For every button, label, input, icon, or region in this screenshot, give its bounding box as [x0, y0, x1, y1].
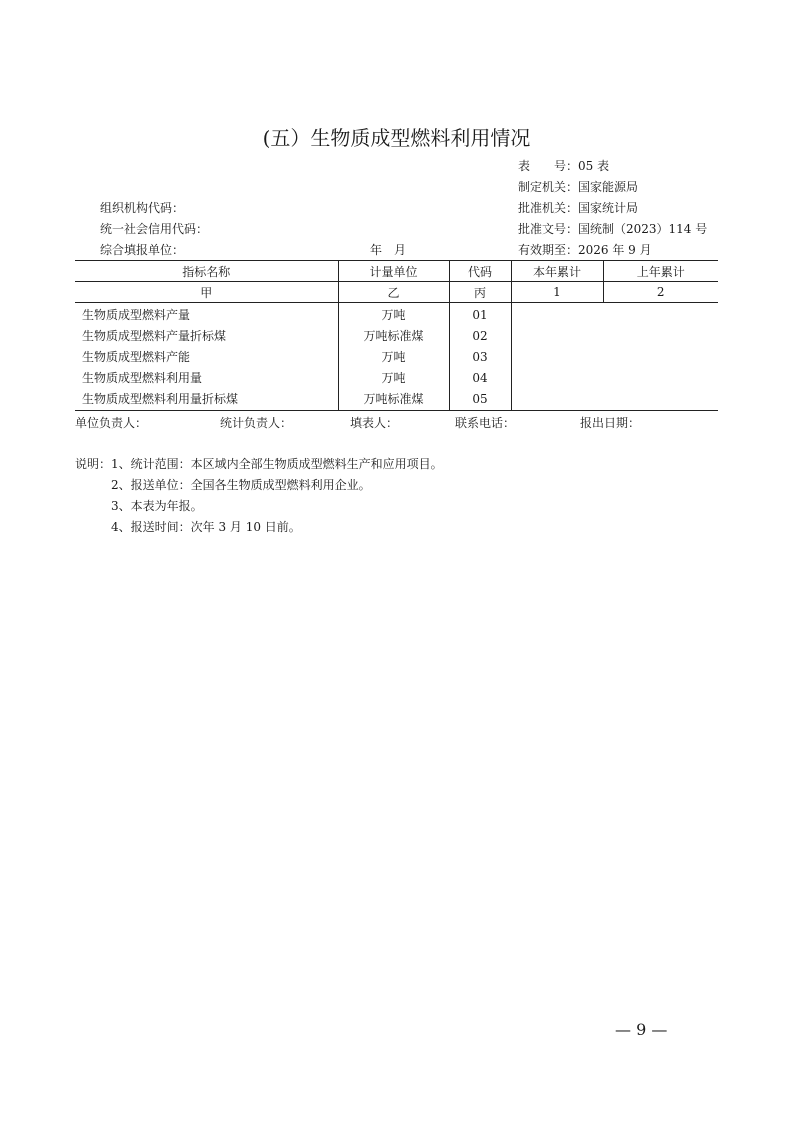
- contact-phone-label: 联系电话：: [455, 416, 516, 430]
- row-code: 04: [472, 371, 488, 385]
- row-unit: 万吨标准煤: [363, 392, 424, 406]
- subheader-bing: 丙: [449, 282, 511, 303]
- header-unit: 计量单位: [338, 261, 449, 282]
- valid-until: 有效期至：2026 年 9 月: [518, 243, 652, 257]
- row-name: 生物质成型燃料产量折标煤: [82, 329, 227, 343]
- page-number: — 9 —: [615, 1020, 668, 1039]
- row-name: 生物质成型燃料利用量: [82, 371, 203, 385]
- table-body-row: [75, 303, 718, 411]
- issuing-authority: 制定机关：国家能源局: [518, 180, 639, 194]
- subheader-jia: 甲: [75, 282, 338, 303]
- row-code: 03: [472, 350, 488, 364]
- header-code: 代码: [449, 261, 511, 282]
- table-header-row: [75, 261, 718, 282]
- row-name: 生物质成型燃料产能: [82, 350, 191, 364]
- current-year-values[interactable]: [511, 303, 603, 411]
- org-code-label: 组织机构代码：: [100, 201, 185, 215]
- row-name: 生物质成型燃料产量: [82, 308, 191, 322]
- row-unit: 万吨: [381, 350, 406, 364]
- row-unit: 万吨标准煤: [363, 329, 424, 343]
- row-code: 02: [472, 329, 488, 343]
- form-number: 表 号：05 表: [518, 159, 610, 173]
- subheader-col-1: 1: [511, 282, 603, 303]
- statistics-table: [75, 260, 718, 411]
- reporting-unit-label: 综合填报单位：: [100, 243, 185, 257]
- row-code: 05: [472, 392, 488, 406]
- header-current-year: 本年累计: [511, 261, 603, 282]
- subheader-col-2: 2: [603, 282, 718, 303]
- credit-code-label: 统一社会信用代码：: [100, 222, 209, 236]
- note-3: 3、本表为年报。: [111, 499, 203, 513]
- unit-head-label: 单位负责人：: [75, 416, 148, 430]
- subheader-yi: 乙: [338, 282, 449, 303]
- header-indicator-name: 指标名称: [75, 261, 338, 282]
- row-code: 01: [472, 308, 488, 322]
- row-unit: 万吨: [381, 308, 406, 322]
- note-2: 2、报送单位：全国各生物质成型燃料利用企业。: [111, 478, 371, 492]
- note-1: 说明：1、统计范围：本区域内全部生物质成型燃料生产和应用项目。: [75, 457, 443, 471]
- preparer-label: 填表人：: [350, 416, 399, 430]
- row-unit: 万吨: [381, 371, 406, 385]
- note-4: 4、报送时间：次年 3 月 10 日前。: [111, 520, 301, 534]
- table-subheader-row: [75, 282, 718, 303]
- page-title: (五）生物质成型燃料利用情况: [262, 126, 531, 150]
- previous-year-values[interactable]: [603, 303, 718, 411]
- year-month-label: 年 月: [370, 243, 407, 257]
- approval-document-number: 批准文号：国统制（2023）114 号: [518, 222, 708, 236]
- header-previous-year: 上年累计: [603, 261, 718, 282]
- report-date-label: 报出日期：: [580, 416, 641, 430]
- stats-head-label: 统计负责人：: [220, 416, 293, 430]
- approval-authority: 批准机关：国家统计局: [518, 201, 639, 215]
- row-name: 生物质成型燃料利用量折标煤: [82, 392, 239, 406]
